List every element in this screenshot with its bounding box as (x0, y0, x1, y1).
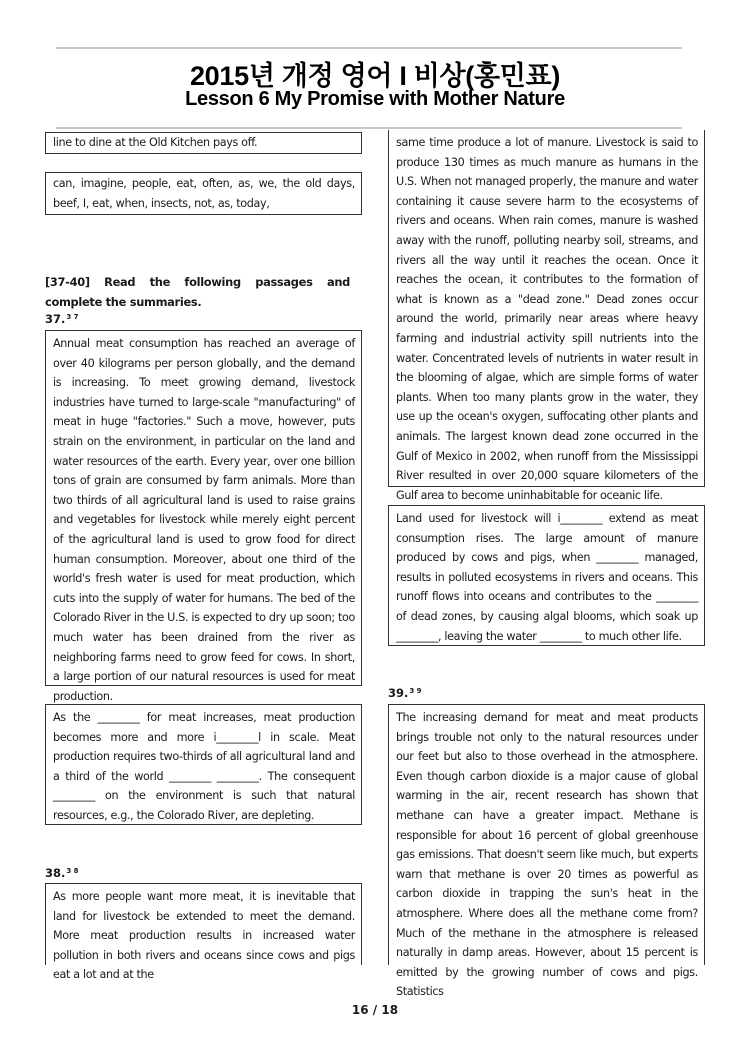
q37-passage-text: Annual meat consumption has reached an average of over 40 kilograms per person globally, and the demand is increasing. To meet growing demand, livestock industries have turned to large-scale "manufacturing" of meat in huge "factories." Such a move, however, puts strain on the environment, in particular on the land and water resources of the earth. Every year, over one billion tons of grain are consumed by farm animals. More than two thirds of all agricultural land is used to raise grains and vegetables for livestock while merely eight percent of the agricultural land is used to grow food for direct human consumption. Moreover, about one third of the world's fresh water is used for meat production, which cuts into the supply of water for humans. The bed of the Colorado River in the U.S. is expected to dry up soon; too much water has been drained from the river as neighboring farms need to grow feed for cows. In short, a large portion of our natural resources is used for meat production. (53, 337, 355, 703)
word-bank-text: can, imagine, people, eat, often, as, we, the old days, beef, I, eat, when, insects, not, as, today, (53, 177, 355, 210)
q39-passage-box (388, 704, 705, 999)
q38-summary-text: Land used for livestock will i________ extend as meat consumption rises. The large amount of manure produced by cows and pigs, when ________ managed, results in polluted ecosystems in rivers and oceans. This runoff flows into oceans and contributes to the ________ of dead zones, by causing algal blooms, which soak up ________, leaving the water ________ to much other life. (396, 512, 698, 643)
question-number-38: 38.$^{3 8}$ (45, 866, 79, 880)
continued-passage-text: line to dine at the Old Kitchen pays off. (53, 136, 258, 149)
continued-passage-box (45, 132, 362, 154)
q38-passage-continued-box (388, 130, 705, 502)
q37-passage-box (45, 330, 362, 703)
document-title: 2015년 개정 영어 I 비상(홍민표) (189, 61, 561, 91)
q38-passage-continued-text: same time produce a lot of manure. Livestock is said to produce 130 times as much manure as humans in the U.S. When not managed properly, the manure and water containing it cause severe harm to the ecosystems of rivers and oceans. When rain comes, manure is washed away with the runoff, polluting nearby soil, streams, and rivers all the way until it reaches the ocean. Once it reaches the ocean, it contributes to the formation of what is known as a "dead zone." Dead zones occur around the world, primarily near areas where heavy farming and industrial activity spill nutrients into the water. Concentrated levels of nutrients in water result in the blooming of algae, which are simple forms of water plants. When too many plants grow in the water, they use up the ocean's oxygen, suffocating other plants and animals. The largest known dead zone occurred in the Gulf of Mexico in 2002, when runoff from the Mississippi River resulted in over 20,000 square kilometers of the Gulf area to become uninhabitable for oceanic life. (396, 136, 698, 502)
page-indicator: 16 / 18 (351, 1003, 399, 1017)
q38-passage-box (45, 883, 362, 982)
lesson-subtitle: Lesson 6 My Promise with Mother Nature (185, 88, 565, 110)
q38-passage-text: As more people want more meat, it is inevitable that land for livestock be extended to meet the demand. More meat production results in increased water pollution in both rivers and oceans since cows and pigs eat a lot and at the (53, 890, 355, 982)
question-38-sup: 3 8 (66, 867, 79, 875)
section-instruction: [37-40] Read the following passages and complete the summaries. (45, 275, 350, 309)
header-rule-top (56, 47, 682, 49)
question-number-39: 39.$^{3 9}$ (388, 686, 422, 700)
q38-summary-box (388, 505, 705, 646)
q37-summary-text: As the ________ for meat increases, meat production becomes more and more i________l in scale. Meat production requires two-thirds of all agricultural land and a third of the world ________ ________. The consequent ________ on the environment is such that natural resources, e.g., the Colorado River, are depleting. (53, 711, 355, 822)
question-39-sup: 3 9 (409, 687, 422, 695)
header-rule-bottom (56, 127, 682, 129)
q37-summary-box (45, 704, 362, 825)
question-number-37: 37.$^{3 7}$ (45, 312, 79, 326)
q39-passage-text: The increasing demand for meat and meat products brings trouble not only to the natural resources under our feet but also to those overhead in the atmosphere. Even though carbon dioxide is a major cause of global warming in the air, recent research has shown that methane can have a greater impact. Methane is responsible for about 16 percent of global greenhouse gas emissions. That doesn't seem like much, but experts warn that methane is over 20 times as powerful as carbon dioxide in trapping the sun's heat in the atmosphere. Where does all the methane come from? Much of the methane in the atmosphere is released naturally in damp areas. However, about 15 percent is emitted by the growing number of cows and pigs. Statistics (396, 711, 698, 999)
question-37-sup: 3 7 (66, 313, 79, 321)
word-bank-box (45, 172, 362, 215)
